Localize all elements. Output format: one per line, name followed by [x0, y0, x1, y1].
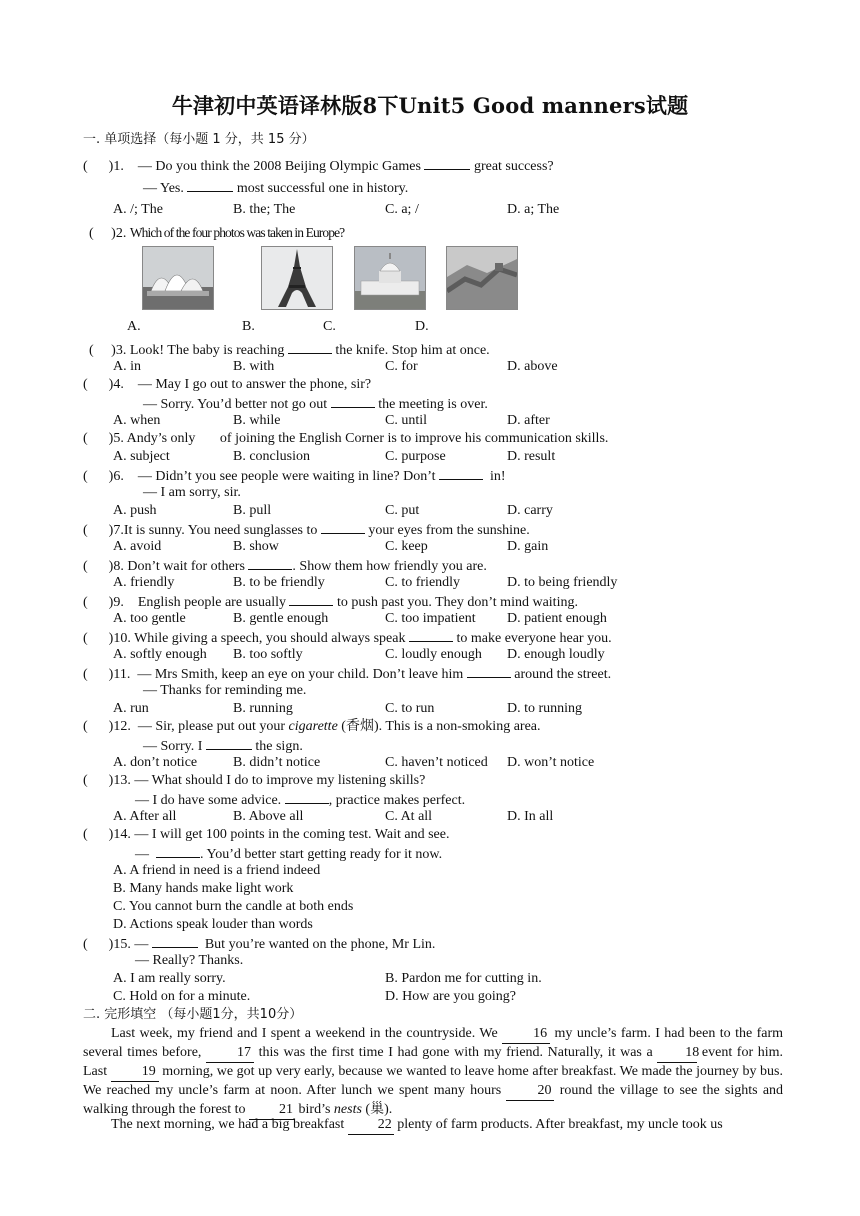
q11-option-c: C. to run: [385, 701, 435, 716]
q6-option-d: D. carry: [507, 503, 553, 518]
q14-option-c: C. You cannot burn the candle at both ends: [113, 899, 354, 914]
q13-option-b: B. Above all: [233, 809, 304, 824]
q4-option-c: C. until: [385, 413, 428, 428]
q1-option-b: B. the; The: [233, 202, 296, 217]
question-4: ( )4. — May I go out to answer the phone, sir?: [83, 377, 372, 392]
q14-option-d: D. Actions speak louder than words: [113, 917, 313, 932]
question-15: ( )15. — But you’re wanted on the phone, Mr Lin.: [83, 934, 435, 952]
q7-option-b: B. show: [233, 539, 279, 554]
question-3: ( )3. Look! The baby is reaching the knife. Stop him at once.: [89, 340, 490, 358]
blank-19: 19: [111, 1063, 159, 1082]
q6-option-b: B. pull: [233, 503, 272, 518]
q7-option-c: C. keep: [385, 539, 428, 554]
q6-option-c: C. put: [385, 503, 420, 518]
q8-option-a: A. friendly: [113, 575, 175, 590]
section1-heading: 一. 单项选择（每小题 1 分，共 15 分）: [83, 132, 315, 147]
q15-option-c: C. Hold on for a minute.: [113, 989, 251, 1004]
q13-option-c: C. At all: [385, 809, 433, 824]
q2-option-d: D.: [415, 319, 429, 334]
question-6-line2: — I am sorry, sir.: [143, 485, 241, 500]
blank-18: 18: [657, 1044, 697, 1063]
question-13: ( )13. — What should I do to improve my listening skills?: [83, 773, 426, 788]
q5-option-d: D. result: [507, 449, 556, 464]
q15-option-b: B. Pardon me for cutting in.: [385, 971, 542, 986]
capitol-building-photo: [354, 246, 426, 310]
question-11-line2: — Thanks for reminding me.: [143, 683, 307, 698]
sydney-opera-house-photo: [142, 246, 214, 310]
q15-option-d: D. How are you going?: [385, 989, 517, 1004]
q10-option-d: D. enough loudly: [507, 647, 605, 662]
question-5: ( )5. Andy’s only of joining the English Corner is to improve his communication skills.: [83, 431, 609, 446]
great-wall-photo: [446, 246, 518, 310]
question-1: ( )1. — Do you think the 2008 Beijing Olympic Games great success?: [83, 156, 554, 174]
q3-option-a: A. in: [113, 359, 141, 374]
question-8: ( )8. Don’t wait for others . Show them how friendly you are.: [83, 556, 487, 574]
blank-20: 20: [506, 1082, 554, 1101]
question-10: ( )10. While giving a speech, you should always speak to make everyone hear you.: [83, 628, 612, 646]
q1-option-c: C. a; /: [385, 202, 419, 217]
q10-option-a: A. softly enough: [113, 647, 207, 662]
question-11: ( )11. — Mrs Smith, keep an eye on your child. Don’t leave him around the street.: [83, 664, 611, 682]
blank-17: 17: [206, 1044, 254, 1063]
question-9: ( )9. English people are usually to push past you. They don’t mind waiting.: [83, 592, 578, 610]
q3-option-c: C. for: [385, 359, 418, 374]
q14-option-b: B. Many hands make light work: [113, 881, 294, 896]
question-14-line2: — . You’d better start getting ready for it now.: [135, 844, 442, 862]
eiffel-tower-photo: [261, 246, 333, 310]
q8-option-c: C. to friendly: [385, 575, 461, 590]
q6-option-a: A. push: [113, 503, 157, 518]
question-2: ( )2. Which of the four photos was taken in Europe?: [89, 225, 345, 241]
q4-option-a: A. when: [113, 413, 161, 428]
question-13-line2: — I do have some advice. , practice makes perfect.: [135, 790, 465, 808]
q15-option-a: A. I am really sorry.: [113, 971, 226, 986]
question-12: ( )12. — Sir, please put out your cigarette (香烟). This is a non-smoking area.: [83, 719, 541, 734]
q14-option-a: A. A friend in need is a friend indeed: [113, 863, 321, 878]
q5-option-a: A. subject: [113, 449, 170, 464]
question-6: ( )6. — Didn’t you see people were waiting in line? Don’t in!: [83, 466, 506, 484]
q8-option-b: B. to be friendly: [233, 575, 325, 590]
cloze-paragraph-1: Last week, my friend and I spent a weekend in the countryside. We 16 my uncle’s farm. I had been to the farm several times before, 17 this was the first time I had gone with my friend. Naturally, it was a 18 event for him. Last 19 morning, we got up very early, because we wanted to leave home after breakfast. We made the journey by bus. We reached my uncle’s farm at noon. After lunch we spent many hours 20 round the village to see the sights and walking through the forest to 21 bird’s nests (巢).: [83, 1025, 783, 1120]
q7-option-a: A. avoid: [113, 539, 162, 554]
question-1-line2: — Yes. most successful one in history.: [143, 178, 408, 196]
page-title: 牛津初中英语译林版8下Unit5 Good manners试题: [171, 93, 689, 118]
q9-option-b: B. gentle enough: [233, 611, 329, 626]
question-14: ( )14. — I will get 100 points in the coming test. Wait and see.: [83, 827, 450, 842]
q9-option-a: A. too gentle: [113, 611, 186, 626]
q12-option-c: C. haven’t noticed: [385, 755, 488, 770]
question-7: ( )7.It is sunny. You need sunglasses to your eyes from the sunshine.: [83, 520, 530, 538]
q4-option-b: B. while: [233, 413, 281, 428]
blank-21: 21: [249, 1101, 295, 1120]
section2-heading: 二. 完形填空 （每小题1分，共10分）: [83, 1007, 303, 1022]
question-4-line2: — Sorry. You’d better not go out the meeting is over.: [143, 394, 488, 412]
q3-option-b: B. with: [233, 359, 275, 374]
q1-option-d: D. a; The: [507, 202, 560, 217]
q12-option-d: D. won’t notice: [507, 755, 595, 770]
question-15-line2: — Really? Thanks.: [135, 953, 244, 968]
q9-option-d: D. patient enough: [507, 611, 607, 626]
q10-option-c: C. loudly enough: [385, 647, 482, 662]
q12-option-a: A. don’t notice: [113, 755, 198, 770]
q11-option-d: D. to running: [507, 701, 583, 716]
q2-option-b: B.: [242, 319, 255, 334]
q11-option-a: A. run: [113, 701, 149, 716]
q2-option-c: C.: [323, 319, 336, 334]
q7-option-d: D. gain: [507, 539, 549, 554]
q9-option-c: C. too impatient: [385, 611, 476, 626]
q5-option-c: C. purpose: [385, 449, 446, 464]
q11-option-b: B. running: [233, 701, 293, 716]
q8-option-d: D. to being friendly: [507, 575, 618, 590]
q1-option-a: A. /; The: [113, 202, 163, 217]
q13-option-d: D. In all: [507, 809, 554, 824]
q10-option-b: B. too softly: [233, 647, 303, 662]
q2-option-a: A.: [127, 319, 141, 334]
q12-option-b: B. didn’t notice: [233, 755, 321, 770]
question-12-line2: — Sorry. I the sign.: [143, 736, 303, 754]
blank-22: 22: [348, 1116, 394, 1135]
blank-16: 16: [502, 1025, 550, 1044]
q13-option-a: A. After all: [113, 809, 177, 824]
q4-option-d: D. after: [507, 413, 550, 428]
q5-option-b: B. conclusion: [233, 449, 310, 464]
cloze-paragraph-2: The next morning, we had a big breakfast 22 plenty of farm products. After breakfast, my uncle took us: [83, 1116, 783, 1135]
q3-option-d: D. above: [507, 359, 558, 374]
